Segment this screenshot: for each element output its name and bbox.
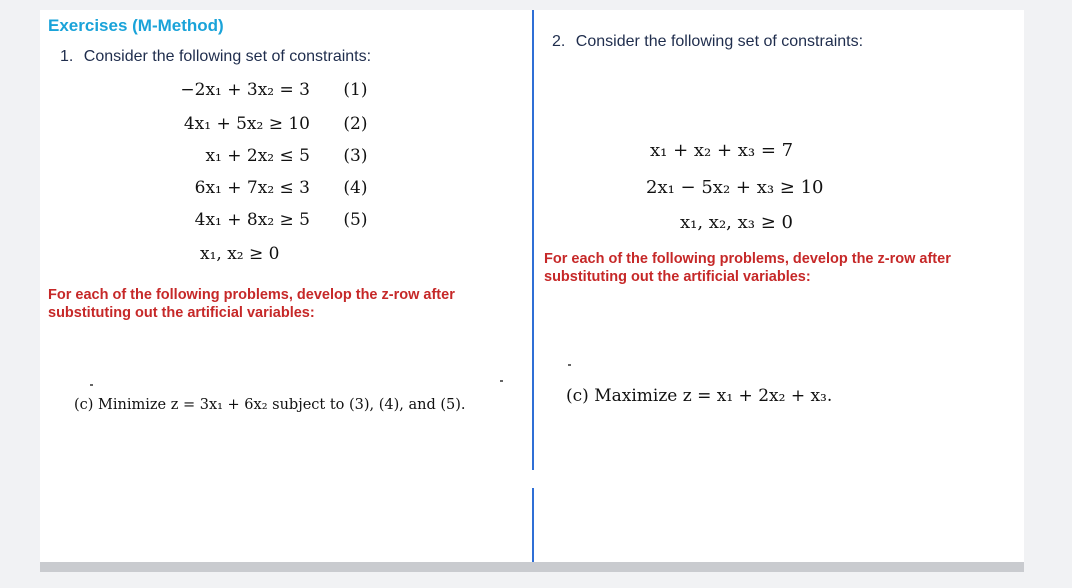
page-title: Exercises (M-Method) [48, 16, 224, 35]
constraint-1 [160, 80, 368, 100]
exercise-2-intro [552, 33, 863, 51]
constraint-2-2 [646, 177, 824, 198]
column-divider-bottom [532, 488, 534, 562]
constraint-2 [160, 114, 368, 134]
nonnegativity-2-expression: x₁, x₂, x₃ ≥ 0 [680, 212, 793, 233]
exercise-1-intro [60, 48, 371, 66]
exercise-2-intro-text: Consider the following set of constraints: [575, 33, 864, 50]
constraint-2-expression: 4x₁ + 5x₂ ≥ 10 [183, 114, 310, 134]
constraint-3 [160, 146, 368, 166]
constraint-2-1 [650, 140, 793, 161]
constraint-5-tag: (5) [343, 210, 368, 230]
exercise-1-number: 1. [60, 48, 74, 65]
constraint-3-expression: x₁ + 2x₂ ≤ 5 [205, 146, 310, 166]
exercise-1-problem-c: (c) Minimize z = 3x₁ + 6x₂ subject to (3), (4), and (5). [74, 397, 466, 413]
exercise-2-number: 2. [552, 33, 566, 50]
nonnegativity-constraint-1 [200, 244, 279, 264]
constraint-2-1-expression: x₁ + x₂ + x₃ = 7 [650, 140, 794, 161]
constraint-1-tag: (1) [343, 80, 368, 100]
exercise-1-instruction: For each of the following problems, develop the z-row after substituting out the artificial variables: [48, 287, 455, 321]
scan-speck [90, 384, 93, 386]
constraint-3-tag: (3) [343, 146, 368, 166]
scan-speck [500, 380, 503, 382]
constraint-4 [160, 178, 368, 198]
scan-speck [568, 364, 571, 366]
constraint-2-tag: (2) [343, 114, 368, 134]
exercise-1-intro-text: Consider the following set of constraints: [83, 48, 372, 65]
exercise-2-problem-c: (c) Maximize z = x₁ + 2x₂ + x₃. [566, 386, 833, 406]
constraint-4-expression: 6x₁ + 7x₂ ≤ 3 [194, 178, 310, 198]
nonnegativity-constraint-2 [680, 212, 793, 233]
constraint-4-tag: (4) [343, 178, 368, 198]
exercise-2-instruction: For each of the following problems, develop the z-row after substituting out the artificial variables: [544, 251, 951, 285]
column-divider-top [532, 10, 534, 470]
constraint-2-2-expression: 2x₁ − 5x₂ + x₃ ≥ 10 [646, 177, 824, 198]
constraint-5 [160, 210, 368, 230]
constraint-1-expression: −2x₁ + 3x₂ = 3 [180, 80, 310, 100]
bottom-scrollbar[interactable] [40, 562, 1024, 572]
constraint-5-expression: 4x₁ + 8x₂ ≥ 5 [194, 210, 310, 230]
nonnegativity-1-expression: x₁, x₂ ≥ 0 [200, 244, 280, 264]
